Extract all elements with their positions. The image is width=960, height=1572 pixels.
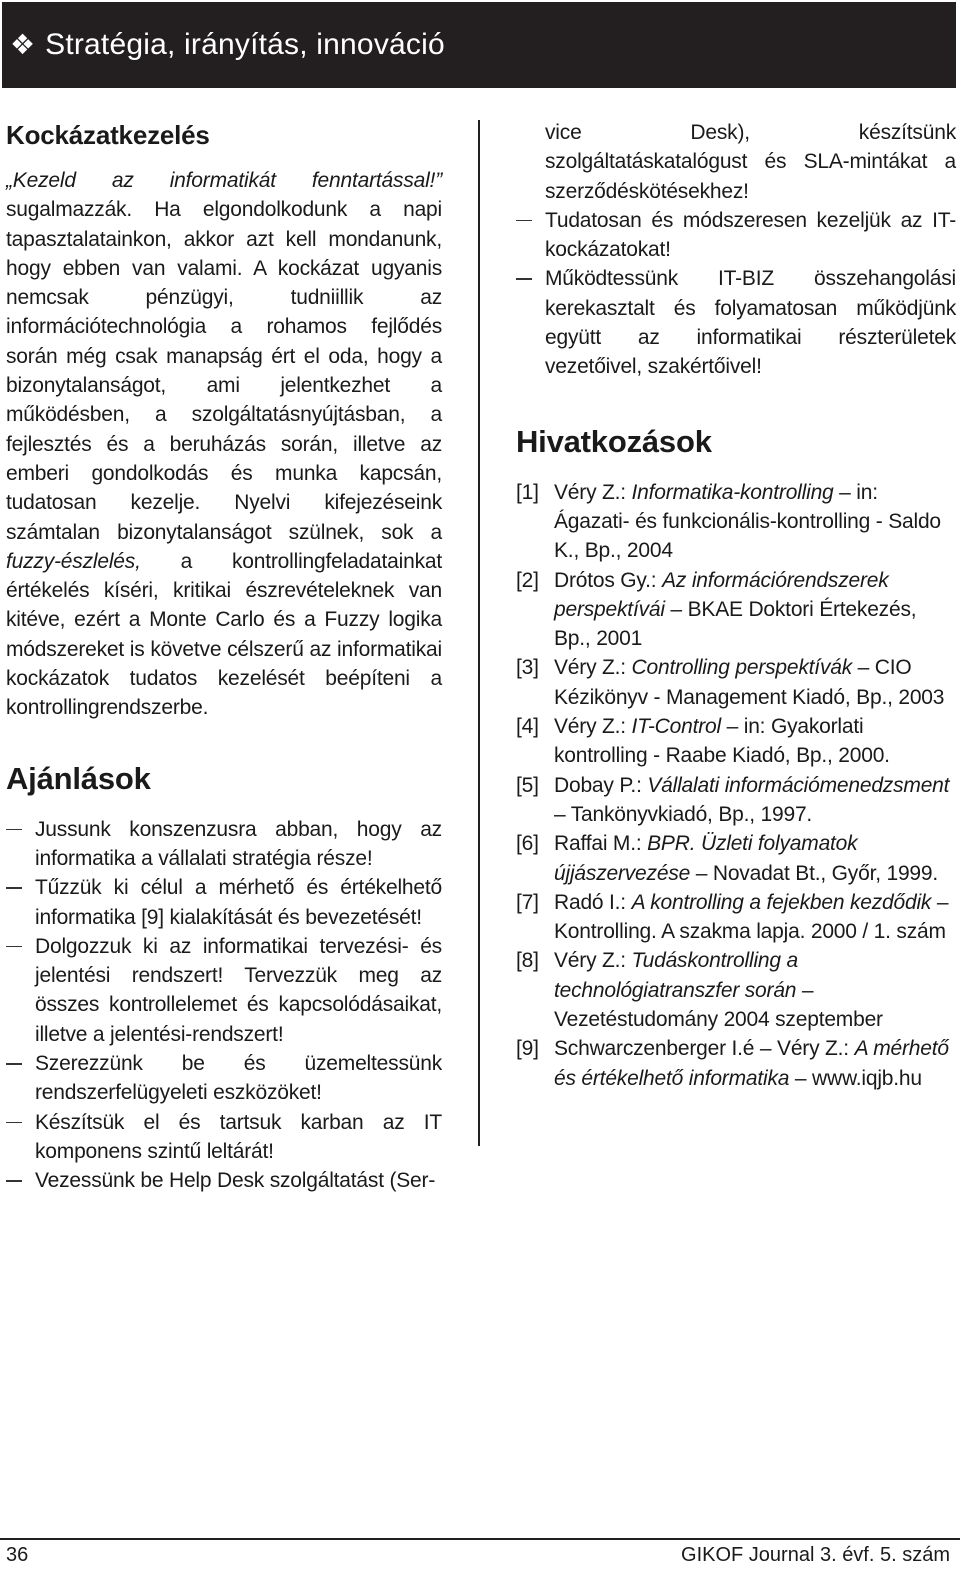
reference-details: – BKAE Doktori Értekezés, Bp., 2001 bbox=[554, 597, 917, 651]
list-item: Vezessünk be Help Desk szolgáltatást (Ser- bbox=[6, 1166, 442, 1195]
reference-item bbox=[516, 566, 956, 654]
references-list bbox=[516, 478, 956, 1093]
reference-number: [4] bbox=[516, 715, 539, 739]
reference-title: Tudáskontrolling a technológiatranszfer során bbox=[554, 949, 798, 1002]
reference-author: Véry Z.: bbox=[554, 656, 632, 680]
reference-details: – www.iqjb.hu bbox=[789, 1066, 922, 1090]
reference-title: IT-Control bbox=[631, 715, 721, 739]
reference-number: [3] bbox=[516, 656, 539, 680]
reference-title: Controlling perspektívák bbox=[631, 656, 853, 680]
recommendations-list bbox=[6, 815, 442, 1196]
paragraph-text-1: sugalmazzák. Ha elgondolkodunk a napi tapasztalatainkon, akkor azt kell mondanunk, hogy ebben van valami. A kockázat ugyanis nemcsak pénzügyi, tudniillik az információtechnológia a rohamos fejlődés során még csak manapság ért el oda, hogy a bizonytalanságot, ami jelentkezhet a működésben, a szolgáltatásnyújtásban, a fejlesztés és a beruházás során, illetve az emberi gondolkodás és munka kapcsán, tudatosan kezelje. Nyelvi kifejezéseink számtalan bizonytalanságot szülnek, sok a bbox=[6, 198, 442, 544]
reference-title: BPR. Üzleti folyamatok újjászervezése bbox=[554, 832, 858, 885]
reference-number: [7] bbox=[516, 890, 539, 914]
reference-author: Drótos Gy.: bbox=[554, 568, 663, 592]
page-number: 36 bbox=[6, 1544, 29, 1566]
list-item: Készítsük el és tartsuk karban az IT komponens szintű leltárát! bbox=[6, 1108, 442, 1167]
list-item: Jussunk konszenzusra abban, hogy az informatika a vállalati stratégia része! bbox=[6, 815, 442, 874]
reference-number: [1] bbox=[516, 480, 539, 504]
reference-details: – Kontrolling. A szakma lapja. 2000 / 1. szám bbox=[554, 890, 949, 944]
reference-item bbox=[516, 653, 956, 712]
reference-author: Véry Z.: bbox=[554, 715, 632, 739]
right-column bbox=[516, 118, 956, 1093]
reference-title: Informatika-kontrolling bbox=[631, 480, 834, 504]
reference-number: [8] bbox=[516, 949, 539, 973]
reference-details: – in: Gyakorlati kontrolling - Raabe Kiadó, Bp., 2000. bbox=[554, 715, 890, 768]
reference-details: – in: Ágazati- és funkcionális-kontrolling - Saldo K., Bp., 2004 bbox=[554, 480, 941, 563]
reference-author: Schwarczenberger I.é – Véry Z.: bbox=[554, 1037, 855, 1061]
paragraph-text-2: a kontrollingfeladatainkat értékelés kíséri, kritikai észrevételeknek van kitéve, ezért a Monte Carlo és a Fuzzy logika módszereket is követve célszerű az informatikai kockázatok tudatos kezelését beépíteni a kontrollingrendszerbe. bbox=[6, 549, 442, 720]
reference-number: [6] bbox=[516, 832, 539, 856]
section-header bbox=[2, 2, 956, 88]
reference-title: Vállalati információmenedzsment bbox=[647, 773, 950, 797]
reference-number: [5] bbox=[516, 773, 539, 797]
heading-hivatkozasok: Hivatkozások bbox=[516, 423, 712, 459]
recommendations-list-continued bbox=[516, 118, 956, 382]
reference-author: Dobay P.: bbox=[554, 773, 648, 797]
footer-rule bbox=[0, 1538, 960, 1540]
reference-item bbox=[516, 771, 956, 830]
reference-details: – Vezetéstudomány 2004 szeptember bbox=[554, 978, 883, 1032]
list-item: Tudatosan és módszeresen kezeljük az IT-kockázatokat! bbox=[516, 206, 956, 265]
risk-paragraph bbox=[6, 166, 442, 723]
diamond-ornament-icon: ❖ bbox=[10, 29, 36, 60]
reference-item bbox=[516, 829, 956, 888]
list-item: Szerezzünk be és üzemeltessünk rendszerfelügyeleti eszközöket! bbox=[6, 1049, 442, 1108]
reference-item bbox=[516, 712, 956, 771]
list-item: Dolgozzuk ki az informatikai tervezési- és jelentési rendszert! Tervezzük meg az összes kontrollelemet és kapcsolódásaikat, illetve a jelentési-rendszert! bbox=[6, 932, 442, 1049]
reference-author: Raffai M.: bbox=[554, 832, 648, 856]
heading-kockazatkezeles: Kockázatkezelés bbox=[6, 120, 210, 150]
reference-item bbox=[516, 888, 956, 947]
reference-item bbox=[516, 1034, 956, 1093]
reference-item bbox=[516, 946, 956, 1034]
reference-title: Az információrendszerek perspektívái bbox=[554, 568, 889, 621]
fuzzy-term: fuzzy-észlelés, bbox=[6, 549, 141, 573]
reference-author: Radó I.: bbox=[554, 890, 632, 914]
section-title: Stratégia, irányítás, innováció bbox=[45, 28, 445, 61]
quote-text: „Kezeld az informatikát fenntartással!” bbox=[6, 169, 442, 192]
reference-item bbox=[516, 478, 956, 566]
journal-footer: GIKOF Journal 3. évf. 5. szám bbox=[681, 1544, 950, 1566]
reference-author: Véry Z.: bbox=[554, 949, 632, 973]
reference-author: Véry Z.: bbox=[554, 480, 632, 504]
left-column bbox=[6, 118, 442, 1196]
reference-title: A kontrolling a fejekben kezdődik bbox=[631, 890, 932, 914]
reference-title: A mérhető és értékelhető informatika bbox=[554, 1037, 949, 1090]
reference-details: – Novadat Bt., Győr, 1999. bbox=[690, 861, 939, 885]
reference-details: – Tankönyvkiadó, Bp., 1997. bbox=[554, 802, 813, 826]
column-divider bbox=[478, 120, 480, 1146]
reference-number: [9] bbox=[516, 1037, 539, 1061]
list-item-continuation: vice Desk), készítsünk szolgáltatáskatalógust és SLA-mintákat a szerződéskötésekhez! bbox=[545, 121, 956, 203]
reference-details: – CIO Kézikönyv - Management Kiadó, Bp., 2003 bbox=[554, 656, 945, 709]
list-item: Működtessünk IT-BIZ összehangolási kerekasztalt és folyamatosan működjünk együtt az informatikai részterületek vezetőivel, szakértőivel! bbox=[516, 264, 956, 381]
list-item: Tűzzük ki célul a mérhető és értékelhető informatika [9] kialakítását és bevezetését! bbox=[6, 873, 442, 932]
heading-ajanlasok: Ajánlások bbox=[6, 760, 151, 796]
reference-number: [2] bbox=[516, 568, 539, 592]
